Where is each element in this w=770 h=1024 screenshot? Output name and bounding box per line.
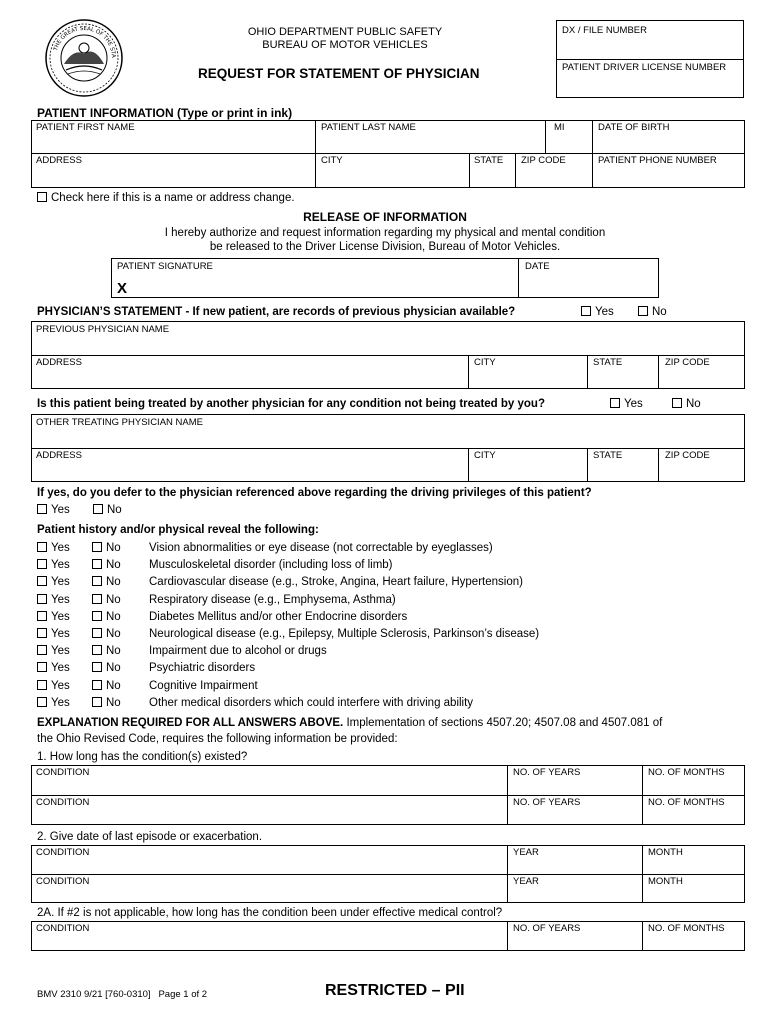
history-yes-label: Yes: [51, 576, 70, 589]
history-yes[interactable]: [37, 662, 70, 674]
previous-physician-state-field[interactable]: STATE: [593, 357, 623, 368]
history-no[interactable]: [92, 576, 121, 588]
history-no-checkbox[interactable]: [92, 542, 102, 552]
mi-field[interactable]: MI: [554, 122, 565, 133]
state-field[interactable]: STATE: [474, 155, 504, 166]
history-no-checkbox[interactable]: [92, 662, 102, 672]
state-seal: [44, 18, 124, 98]
q2a-text: 2A. If #2 is not applicable, how long has the condition been under effective medical control?: [37, 907, 503, 919]
explanation-line-1: [37, 717, 662, 729]
other-physician-question: Is this patient being treated by another physician for any condition not being treated by you?: [37, 398, 545, 410]
previous-physician-name-field[interactable]: PREVIOUS PHYSICIAN NAME: [36, 324, 170, 335]
other-physician-city-field[interactable]: CITY: [474, 450, 496, 461]
history-no[interactable]: [92, 645, 121, 657]
dept-line-1: OHIO DEPARTMENT PUBLIC SAFETY: [247, 26, 443, 38]
history-yes[interactable]: [37, 594, 70, 606]
defer-question: If yes, do you defer to the physician referenced above regarding the driving privileges of this patient?: [37, 487, 592, 499]
defer-yes-checkbox[interactable]: [37, 504, 47, 514]
history-no-checkbox[interactable]: [92, 697, 102, 707]
history-yes-checkbox[interactable]: [37, 697, 47, 707]
history-yes-label: Yes: [51, 559, 70, 572]
defer-yes-label: Yes: [51, 504, 70, 516]
history-no-checkbox[interactable]: [92, 594, 102, 604]
history-yes-label: Yes: [51, 662, 70, 675]
history-item-label: Cardiovascular disease (e.g., Stroke, Angina, Heart failure, Hypertension): [149, 576, 523, 589]
history-item-label: Respiratory disease (e.g., Emphysema, Asthma): [149, 593, 396, 606]
previous-physician-address-field[interactable]: ADDRESS: [36, 357, 82, 368]
history-yes-label: Yes: [51, 696, 70, 709]
history-yes[interactable]: [37, 611, 70, 623]
q2a-grid: [31, 921, 745, 951]
q1-months-1[interactable]: NO. OF MONTHS: [648, 767, 725, 778]
history-title: Patient history and/or physical reveal the following:: [37, 524, 319, 536]
other-yes-checkbox[interactable]: [610, 398, 620, 408]
history-yes-label: Yes: [51, 628, 70, 640]
explanation-line-2: the Ohio Revised Code, requires the following information be provided:: [37, 733, 398, 745]
other-physician-address-field[interactable]: ADDRESS: [36, 450, 82, 461]
q2-year-1[interactable]: YEAR: [513, 847, 539, 858]
restricted-pii: RESTRICTED – PII: [325, 982, 465, 999]
defer-no-label: No: [107, 504, 122, 516]
history-yes-checkbox[interactable]: [37, 576, 47, 586]
license-number-label: PATIENT DRIVER LICENSE NUMBER: [562, 62, 727, 73]
history-no[interactable]: [92, 594, 121, 606]
history-no[interactable]: [92, 628, 121, 640]
q1-years-1[interactable]: NO. OF YEARS: [513, 767, 581, 778]
q2-month-2[interactable]: MONTH: [648, 876, 683, 887]
history-no-label: No: [106, 610, 121, 623]
previous-physician-city-field[interactable]: CITY: [474, 357, 496, 368]
seal-icon: [44, 18, 124, 98]
explanation-rest: Implementation of sections 4507.20; 4507.08 and 4507.081 of: [343, 717, 663, 729]
history-yes-label: Yes: [51, 645, 70, 658]
phone-field[interactable]: PATIENT PHONE NUMBER: [598, 155, 717, 166]
previous-physician-zip-field[interactable]: ZIP CODE: [665, 357, 710, 368]
history-no-label: No: [106, 593, 121, 606]
history-no-label: No: [106, 662, 121, 675]
history-no-checkbox[interactable]: [92, 576, 102, 586]
dept-line-2: BUREAU OF MOTOR VEHICLES: [262, 39, 428, 51]
history-yes-label: Yes: [51, 679, 70, 692]
other-yes-label: Yes: [624, 398, 643, 410]
history-yes[interactable]: [37, 645, 70, 657]
physician-yes-checkbox[interactable]: [581, 306, 591, 316]
physician-yes[interactable]: [581, 306, 614, 318]
patient-section-title: PATIENT INFORMATION (Type or print in ink): [37, 106, 293, 120]
history-item-label: Psychiatric disorders: [149, 662, 256, 675]
other-no-checkbox[interactable]: [672, 398, 682, 408]
history-yes-label: Yes: [51, 610, 70, 623]
history-no[interactable]: [92, 680, 121, 692]
defer-yes[interactable]: [37, 504, 70, 516]
svg-text:THE GREAT SEAL OF THE STATE: THE GREAT SEAL OF THE STA: [53, 25, 117, 58]
history-item-label: Impairment due to alcohol or drugs: [149, 645, 327, 658]
history-no-label: No: [106, 542, 121, 554]
history-yes[interactable]: [37, 680, 70, 692]
physician-no[interactable]: [638, 306, 667, 318]
history-no-label: No: [106, 628, 121, 640]
history-yes[interactable]: [37, 576, 70, 588]
release-line-2: be released to the Driver License Division, Bureau of Motor Vehicles.: [209, 241, 561, 253]
q1-months-2[interactable]: NO. OF MONTHS: [648, 797, 725, 808]
history-no-checkbox[interactable]: [92, 628, 102, 638]
history-no-checkbox[interactable]: [92, 611, 102, 621]
physician-no-checkbox[interactable]: [638, 306, 648, 316]
history-yes-checkbox[interactable]: [37, 559, 47, 569]
q2-text: 2. Give date of last episode or exacerbation.: [37, 831, 263, 843]
form-id: BMV 2310 9/21 [760-0310] Page 1 of 2: [37, 989, 208, 1000]
history-yes-checkbox[interactable]: [37, 542, 47, 552]
other-no-label: No: [686, 398, 701, 410]
other-physician-state-field[interactable]: STATE: [593, 450, 623, 461]
history-yes[interactable]: [37, 697, 70, 709]
signature-date-label: DATE: [525, 261, 550, 272]
defer-no[interactable]: [93, 504, 122, 516]
form-title: REQUEST FOR STATEMENT OF PHYSICIAN: [198, 66, 480, 81]
history-no-label: No: [106, 679, 121, 692]
history-item-label: Vision abnormalities or eye disease (not correctable by eyeglasses): [149, 542, 493, 554]
history-yes-label: Yes: [51, 542, 70, 554]
history-no-checkbox[interactable]: [92, 680, 102, 690]
defer-no-checkbox[interactable]: [93, 504, 103, 514]
history-yes-checkbox[interactable]: [37, 628, 47, 638]
q1-years-2[interactable]: NO. OF YEARS: [513, 797, 581, 808]
dob-field[interactable]: DATE OF BIRTH: [598, 122, 670, 133]
q2-condition-1[interactable]: CONDITION: [36, 847, 90, 858]
signature-label: PATIENT SIGNATURE: [117, 261, 213, 272]
release-title: RELEASE OF INFORMATION: [303, 210, 467, 224]
change-checkbox-label: Check here if this is a name or address change.: [51, 192, 295, 204]
history-item-label: Other medical disorders which could interfere with driving ability: [149, 696, 474, 709]
other-physician-name-field[interactable]: OTHER TREATING PHYSICIAN NAME: [36, 417, 203, 428]
history-yes[interactable]: [37, 542, 70, 554]
history-no-checkbox[interactable]: [92, 559, 102, 569]
other-physician-zip-field[interactable]: ZIP CODE: [665, 450, 710, 461]
q2-year-2[interactable]: YEAR: [513, 876, 539, 887]
physician-yes-label: Yes: [595, 306, 614, 318]
history-yes-checkbox[interactable]: [37, 594, 47, 604]
history-no[interactable]: [92, 559, 121, 571]
q2-condition-2[interactable]: CONDITION: [36, 876, 90, 887]
history-yes-label: Yes: [51, 593, 70, 606]
history-item-label: Musculoskeletal disorder (including loss of limb): [149, 559, 393, 572]
q2-month-1[interactable]: MONTH: [648, 847, 683, 858]
q2a-months[interactable]: NO. OF MONTHS: [648, 923, 725, 934]
history-yes[interactable]: [37, 628, 70, 640]
q1-text: 1. How long has the condition(s) existed?: [37, 751, 248, 763]
history-yes-checkbox[interactable]: [37, 680, 47, 690]
history-no[interactable]: [92, 611, 121, 623]
history-yes-checkbox[interactable]: [37, 611, 47, 621]
history-no-checkbox[interactable]: [92, 645, 102, 655]
history-no-label: No: [106, 645, 121, 658]
first-name-field[interactable]: PATIENT FIRST NAME: [36, 122, 135, 133]
signature-x-mark: X: [117, 280, 128, 297]
other-yes[interactable]: [610, 398, 643, 410]
change-checkbox[interactable]: [37, 192, 47, 202]
zip-field[interactable]: ZIP CODE: [521, 155, 566, 166]
history-item-label: Cognitive Impairment: [149, 679, 258, 692]
city-field[interactable]: CITY: [321, 155, 343, 166]
history-no-label: No: [106, 696, 121, 709]
release-line-1: I hereby authorize and request information regarding my physical and mental condition: [164, 227, 606, 239]
history-no[interactable]: [92, 697, 121, 709]
other-no[interactable]: [672, 398, 701, 410]
address-field[interactable]: ADDRESS: [36, 155, 82, 166]
q2a-condition[interactable]: CONDITION: [36, 923, 90, 934]
physician-no-label: No: [652, 306, 667, 318]
q1-condition-2[interactable]: CONDITION: [36, 797, 90, 808]
history-item-label: Diabetes Mellitus and/or other Endocrine disorders: [149, 610, 408, 623]
history-no-label: No: [106, 576, 121, 589]
explanation-bold: EXPLANATION REQUIRED FOR ALL ANSWERS ABOVE.: [37, 717, 344, 729]
file-number-label: DX / FILE NUMBER: [562, 25, 647, 36]
physician-question: PHYSICIAN’S STATEMENT - If new patient, are records of previous physician available?: [37, 306, 516, 318]
change-checkbox-row[interactable]: [37, 192, 295, 204]
last-name-field[interactable]: PATIENT LAST NAME: [321, 122, 416, 133]
history-yes-checkbox[interactable]: [37, 645, 47, 655]
history-item-label: Neurological disease (e.g., Epilepsy, Multiple Sclerosis, Parkinson’s disease): [149, 628, 540, 640]
history-yes[interactable]: [37, 559, 70, 571]
history-no-label: No: [106, 559, 121, 572]
q2a-years[interactable]: NO. OF YEARS: [513, 923, 581, 934]
history-no[interactable]: [92, 542, 121, 554]
history-yes-checkbox[interactable]: [37, 662, 47, 672]
history-no[interactable]: [92, 662, 121, 674]
q1-condition-1[interactable]: CONDITION: [36, 767, 90, 778]
